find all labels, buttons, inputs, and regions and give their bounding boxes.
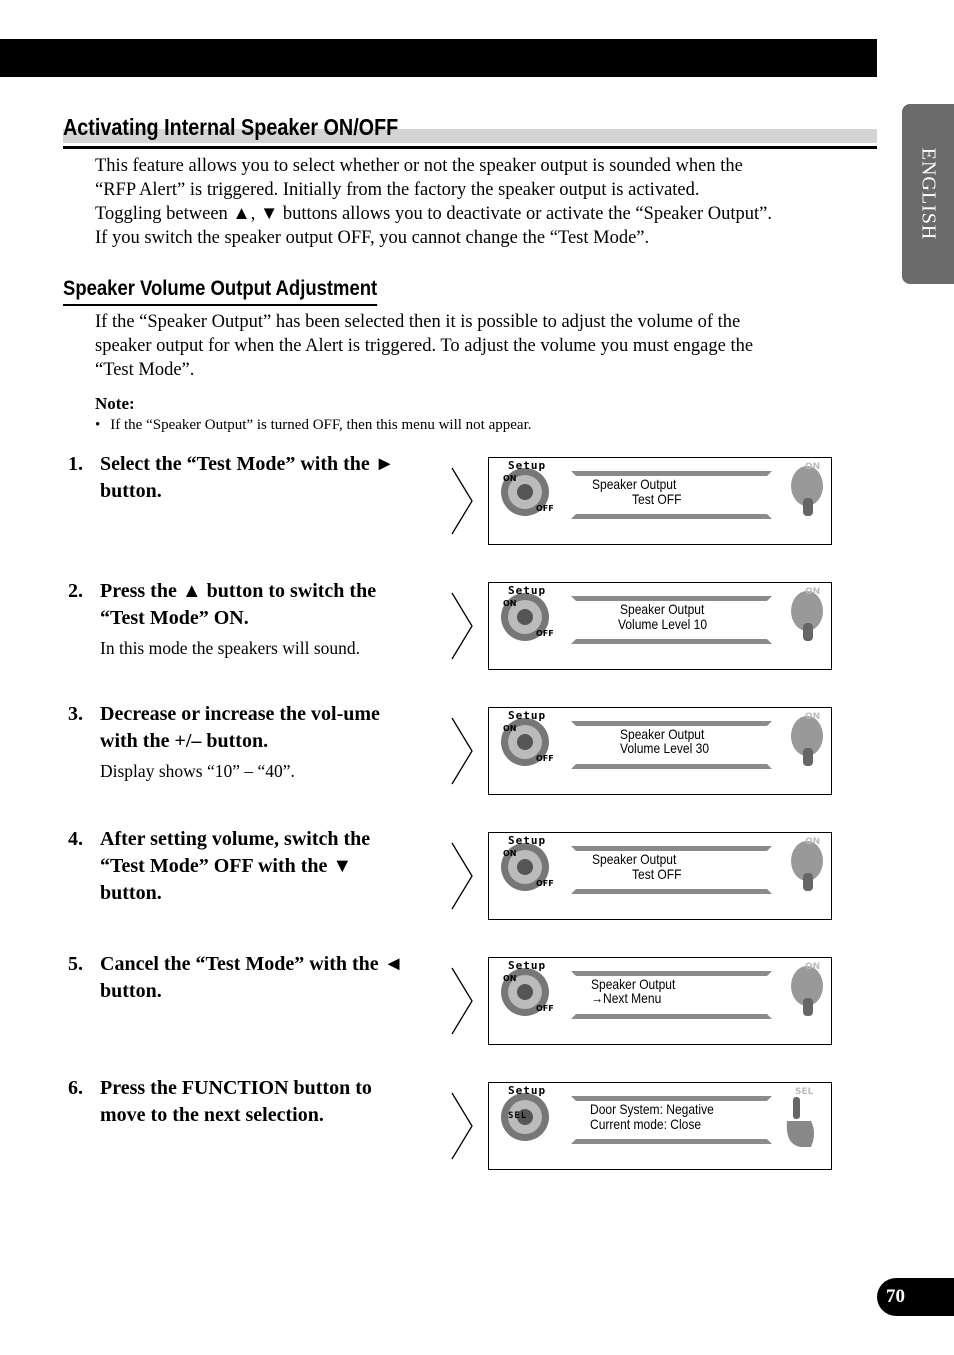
subsection-title: Speaker Volume Output Adjustment [63, 276, 377, 306]
setup-label: Setup [508, 959, 547, 972]
arrow-icon [450, 591, 474, 661]
display-line-2: Volume Level 10 [618, 616, 708, 632]
display-panel-3 [488, 707, 832, 795]
indicator-label: ON [805, 462, 821, 472]
step-title: Press the ▲ button to switch the “Test Mode” ON. [100, 580, 377, 629]
display-line-1: Speaker Output [592, 476, 677, 492]
setup-label: Setup [508, 709, 547, 722]
subsection-paragraph [95, 310, 855, 382]
indicator-label: ON [805, 837, 821, 847]
step-description: Display shows “10” – “40”. [100, 761, 295, 781]
step-number: 4. [68, 828, 83, 850]
intro-line: This feature allows you to select whether or not the speaker output is sounded when the [95, 156, 743, 176]
display-panel-2 [488, 582, 832, 670]
step-5 [68, 951, 418, 1005]
display-line-2: →Next Menu [591, 990, 662, 1006]
display-line-2: Test OFF [632, 491, 682, 507]
intro-line: Toggling between ▲, ▼ buttons allows you to deactivate or activate the “Speaker Output”. [95, 204, 772, 224]
step-2 [68, 578, 418, 660]
step-number: 3. [68, 703, 83, 725]
display-line-2: Current mode: Close [590, 1116, 702, 1132]
setup-label: Setup [508, 584, 547, 597]
note-item [95, 417, 531, 434]
arrow-icon [450, 1091, 474, 1161]
off-label: OFF [536, 754, 554, 763]
on-label: ON [503, 599, 517, 608]
setup-label: Setup [508, 1084, 547, 1097]
intro-line: If you switch the speaker output OFF, you cannot change the “Test Mode”. [95, 228, 650, 248]
display-line-1: Door System: Negative [590, 1101, 714, 1117]
step-1 [68, 451, 418, 505]
intro-line: “RFP Alert” is triggered. Initially from the factory the speaker output is activated. [95, 180, 700, 200]
display-line-1: Speaker Output [620, 726, 705, 742]
top-black-bar [0, 39, 877, 77]
sub-line: “Test Mode”. [95, 360, 195, 380]
on-label: ON [503, 724, 517, 733]
arrow-icon [450, 466, 474, 536]
step-number: 6. [68, 1077, 83, 1099]
language-tab-label: ENGLISH [917, 147, 940, 241]
note-text: If the “Speaker Output” is turned OFF, then this menu will not appear. [110, 417, 532, 433]
step-title: Cancel the “Test Mode” with the ◄ button. [100, 953, 404, 1002]
indicator-label: SEL [795, 1087, 814, 1097]
sub-line: speaker output for when the Alert is triggered. To adjust the volume you must engage the [95, 336, 754, 356]
display-panel-1 [488, 457, 832, 545]
display-panel-4 [488, 832, 832, 920]
sub-line: If the “Speaker Output” has been selected then it is possible to adjust the volume of the [95, 312, 741, 332]
display-line-1: Speaker Output [592, 851, 677, 867]
display-line-1: Speaker Output [620, 601, 705, 617]
step-number: 2. [68, 580, 83, 602]
off-label: OFF [536, 629, 554, 638]
setup-label: Setup [508, 834, 547, 847]
page-number-tab [877, 1278, 954, 1316]
step-6 [68, 1075, 418, 1129]
indicator-label: ON [805, 712, 821, 722]
on-label: ON [503, 474, 517, 483]
indicator-label: ON [805, 962, 821, 972]
display-line-2: Volume Level 30 [620, 740, 710, 756]
arrow-icon [450, 966, 474, 1036]
arrow-icon [450, 716, 474, 786]
section-title: Activating Internal Speaker ON/OFF [63, 114, 399, 140]
off-label: OFF [536, 879, 554, 888]
step-number: 5. [68, 953, 83, 975]
indicator-label: ON [805, 587, 821, 597]
page-number: 70 [886, 1286, 905, 1307]
on-label: ON [503, 849, 517, 858]
step-title: Press the FUNCTION button to move to the next selection. [100, 1077, 372, 1126]
step-title: Select the “Test Mode” with the ► button. [100, 453, 395, 502]
step-3 [68, 701, 418, 783]
note-label: Note: [95, 394, 135, 413]
step-4 [68, 826, 418, 907]
arrow-icon [450, 841, 474, 911]
intro-paragraph [95, 154, 855, 250]
step-number: 1. [68, 453, 83, 475]
on-label: ON [503, 974, 517, 983]
step-title: After setting volume, switch the “Test Mode” OFF with the ▼ button. [100, 828, 371, 904]
off-label: OFF [536, 504, 554, 513]
display-line-2: Test OFF [632, 866, 682, 882]
sel-label: SEL [508, 1111, 528, 1121]
display-panel-5 [488, 957, 832, 1045]
off-label: OFF [536, 1004, 554, 1013]
display-line-1: Speaker Output [591, 976, 676, 992]
language-tab [902, 104, 954, 284]
section-heading-bar [63, 113, 877, 149]
display-panel-6 [488, 1082, 832, 1170]
setup-label: Setup [508, 459, 547, 472]
bullet-icon: • [95, 417, 101, 433]
step-description: In this mode the speakers will sound. [100, 638, 361, 658]
step-title: Decrease or increase the vol-ume with the +/– button. [100, 703, 380, 752]
